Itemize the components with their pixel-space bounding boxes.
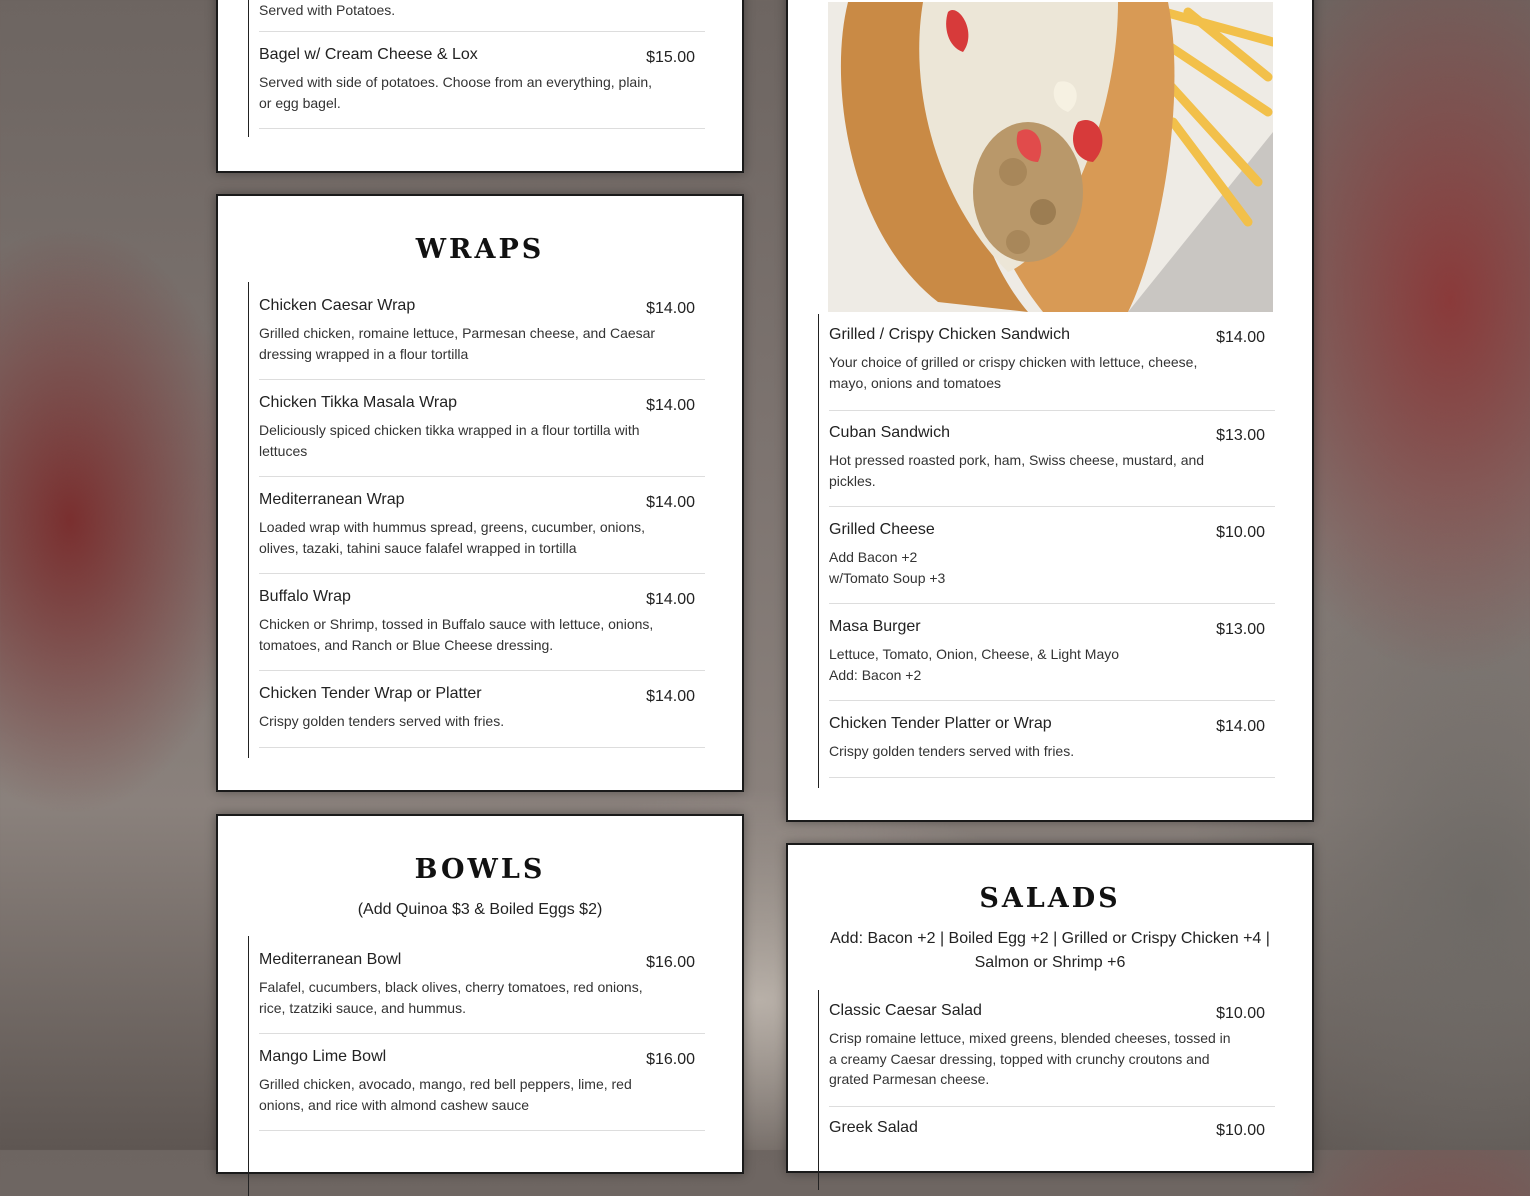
item-price: $15.00	[646, 49, 695, 66]
item-price: $13.00	[1216, 427, 1265, 444]
list-item	[259, 46, 705, 129]
desc-line: mayo, onions and tomatoes	[829, 374, 1001, 391]
list-item	[259, 588, 705, 671]
list-item	[259, 297, 705, 380]
item-name: Grilled Cheese	[829, 521, 935, 538]
item-name: Mediterranean Wrap	[259, 491, 405, 508]
desc-line: Hot pressed roasted pork, ham, Swiss cheese, mustard, and	[829, 452, 1205, 468]
item-price: $14.00	[646, 688, 695, 705]
desc-line: Served with Potatoes.	[259, 2, 396, 18]
desc-line: or egg bagel.	[259, 94, 341, 111]
item-desc	[829, 644, 1249, 685]
desc-line: Grilled chicken, romaine lettuce, Parmesan cheese, and Caesar	[259, 325, 656, 341]
desc-line: dressing wrapped in a flour tortilla	[259, 345, 469, 362]
item-price: $16.00	[646, 954, 695, 971]
item-name: Chicken Caesar Wrap	[259, 297, 416, 314]
list-item	[829, 715, 1275, 778]
section-title: SALADS	[979, 883, 1121, 914]
item-desc	[259, 72, 679, 113]
item-name: Chicken Tikka Masala Wrap	[259, 394, 457, 411]
item-desc	[259, 1074, 679, 1115]
wraps-items	[248, 282, 705, 758]
item-name: Masa Burger	[829, 618, 921, 635]
item-price: $14.00	[1216, 718, 1265, 735]
item-price: $10.00	[1216, 1005, 1265, 1022]
desc-line: olives, tazaki, tahini sauce falafel wrapped in tortilla	[259, 539, 577, 556]
item-name: Chicken Tender Wrap or Platter	[259, 685, 482, 702]
list-item	[259, 685, 705, 748]
breakfast-card	[216, 0, 744, 173]
list-item	[259, 394, 705, 477]
desc-line: onions, and rice with almond cashew sauce	[259, 1096, 530, 1113]
section-title: WRAPS	[415, 234, 545, 265]
item-price: $13.00	[1216, 621, 1265, 638]
list-item	[829, 424, 1275, 507]
section-note: (Add Quinoa $3 & Boiled Eggs $2)	[357, 901, 603, 918]
wraps-card	[216, 194, 744, 792]
list-item	[829, 1002, 1275, 1107]
bowls-card	[216, 814, 744, 1174]
item-desc	[829, 547, 1249, 588]
breakfast-items	[248, 0, 705, 137]
item-desc	[829, 741, 1249, 762]
list-item	[259, 0, 705, 32]
item-desc	[829, 352, 1249, 393]
list-item	[829, 521, 1275, 604]
item-desc	[259, 323, 679, 364]
sandwiches-card	[786, 0, 1314, 822]
desc-line: pickles.	[829, 472, 876, 489]
item-name: Mango Lime Bowl	[259, 1048, 387, 1065]
item-price: $14.00	[646, 494, 695, 511]
item-desc	[829, 450, 1249, 491]
desc-line: Deliciously spiced chicken tikka wrapped in a flour tortilla with	[259, 422, 640, 438]
note-line: Add: Bacon +2 | Boiled Egg +2 | Grilled or Crispy Chicken +4 |	[830, 930, 1270, 947]
desc-line: Crisp romaine lettuce, mixed greens, blended cheeses, tossed in	[829, 1030, 1231, 1046]
item-desc	[259, 420, 679, 461]
desc-line: Loaded wrap with hummus spread, greens, cucumber, onions,	[259, 519, 645, 535]
list-item	[829, 326, 1275, 411]
item-name: Grilled / Crispy Chicken Sandwich	[829, 326, 1070, 343]
list-item	[829, 1119, 1275, 1179]
item-name: Mediterranean Bowl	[259, 951, 402, 968]
desc-line: Add: Bacon +2	[829, 666, 922, 683]
list-item	[829, 618, 1275, 701]
desc-line: Your choice of grilled or crispy chicken with lettuce, cheese,	[829, 354, 1198, 370]
list-item	[259, 491, 705, 574]
desc-line: rice, tzatziki sauce, and hummus.	[259, 999, 466, 1016]
item-price: $16.00	[646, 1051, 695, 1068]
item-desc	[829, 1028, 1249, 1090]
item-price: $14.00	[646, 397, 695, 414]
desc-line: Falafel, cucumbers, black olives, cherry tomatoes, red onions,	[259, 979, 643, 995]
salads-items	[818, 990, 1275, 1190]
list-item	[259, 1048, 705, 1131]
item-price: $10.00	[1216, 1122, 1265, 1139]
item-name: Buffalo Wrap	[259, 588, 351, 605]
desc-line: Chicken or Shrimp, tossed in Buffalo sauce with lettuce, onions,	[259, 616, 654, 632]
note-line: Salmon or Shrimp +6	[974, 954, 1126, 971]
item-name: Chicken Tender Platter or Wrap	[829, 715, 1052, 732]
desc-line: Crispy golden tenders served with fries.	[829, 743, 1075, 759]
item-desc	[259, 977, 679, 1018]
desc-line: Grilled chicken, avocado, mango, red bell peppers, lime, red	[259, 1076, 632, 1092]
item-desc	[259, 0, 679, 21]
salads-card	[786, 843, 1314, 1173]
desc-line: Lettuce, Tomato, Onion, Cheese, & Light Mayo	[829, 646, 1120, 662]
desc-line: tomatoes, and Ranch or Blue Cheese dressing.	[259, 636, 554, 653]
desc-line: w/Tomato Soup +3	[829, 569, 946, 586]
item-price: $14.00	[646, 591, 695, 608]
sandwiches-items	[818, 314, 1275, 788]
item-desc	[259, 614, 679, 655]
section-title: BOWLS	[414, 854, 546, 885]
chicken-sandwich-image	[828, 2, 1273, 312]
desc-line: Served with side of potatoes. Choose from an everything, plain,	[259, 74, 652, 90]
item-desc	[259, 711, 679, 732]
desc-line: a creamy Caesar dressing, topped with crunchy croutons and	[829, 1050, 1210, 1067]
item-name: Bagel w/ Cream Cheese & Lox	[259, 46, 478, 63]
item-desc	[259, 517, 679, 558]
desc-line: Crispy golden tenders served with fries.	[259, 713, 505, 729]
item-name: Classic Caesar Salad	[829, 1002, 982, 1019]
sandwich-photo	[828, 2, 1273, 312]
list-item	[259, 951, 705, 1034]
item-price: $14.00	[1216, 329, 1265, 346]
item-price: $14.00	[646, 300, 695, 317]
item-name: Cuban Sandwich	[829, 424, 950, 441]
item-name: Greek Salad	[829, 1119, 918, 1136]
desc-line: lettuces	[259, 442, 308, 459]
desc-line: grated Parmesan cheese.	[829, 1071, 990, 1087]
bowls-items	[248, 936, 705, 1196]
section-note	[788, 927, 1312, 975]
item-price: $10.00	[1216, 524, 1265, 541]
desc-line: Add Bacon +2	[829, 549, 918, 565]
